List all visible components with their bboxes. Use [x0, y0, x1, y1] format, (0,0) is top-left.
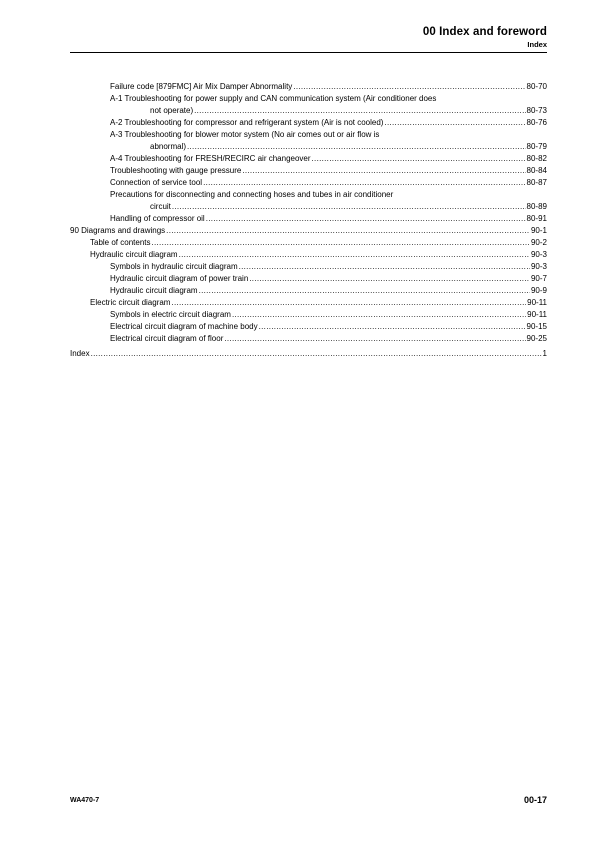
- toc-leader-dots: [232, 309, 526, 321]
- toc-entry[interactable]: [110, 81, 547, 93]
- toc-entry[interactable]: [110, 177, 547, 189]
- toc-entry-page: 90-11: [527, 310, 547, 319]
- toc-entry-title: circuit: [150, 202, 171, 211]
- toc-entry-title: Index: [70, 349, 90, 358]
- toc-entry-page: 80-89: [526, 202, 547, 211]
- toc-entry-page: 90-15: [526, 322, 547, 331]
- toc-entry-page: 90-7: [530, 274, 547, 283]
- toc-leader-dots: [172, 201, 526, 213]
- toc-entry[interactable]: [110, 261, 547, 273]
- toc-entry[interactable]: [150, 201, 547, 213]
- toc-entry-title: Electrical circuit diagram of machine body: [110, 322, 258, 331]
- toc-entry-title: A-4 Troubleshooting for FRESH/RECIRC air changeover: [110, 154, 311, 163]
- toc-entry-title: 90 Diagrams and drawings: [70, 226, 166, 235]
- toc-leader-dots: [224, 333, 525, 345]
- toc-entry-title: not operate): [150, 106, 194, 115]
- toc-entry-title: Table of contents: [90, 238, 151, 247]
- toc-entry-title: A-2 Troubleshooting for compressor and refrigerant system (Air is not cooled): [110, 118, 384, 127]
- toc-entry[interactable]: [90, 249, 547, 261]
- toc-entry[interactable]: [70, 348, 547, 360]
- footer-model: WA470-7: [70, 797, 100, 804]
- toc-entry-title: Electric circuit diagram: [90, 298, 171, 307]
- toc-entry[interactable]: [110, 165, 547, 177]
- toc-entry-page: 90-9: [530, 286, 547, 295]
- toc-leader-dots: [171, 297, 526, 309]
- header-divider: [70, 52, 547, 53]
- toc-entry-title: Handling of compressor oil: [110, 214, 205, 223]
- toc-entry[interactable]: [90, 297, 547, 309]
- toc-entry-page: 80-87: [526, 178, 547, 187]
- toc-entry-title: Troubleshooting with gauge pressure: [110, 166, 242, 175]
- toc-entry[interactable]: [90, 237, 547, 249]
- toc-leader-dots: [179, 249, 530, 261]
- toc-leader-dots: [293, 81, 525, 93]
- toc-entry-title: Connection of service tool: [110, 178, 203, 187]
- toc-entry-page: 80-76: [526, 118, 547, 127]
- toc-entry-page: 80-91: [526, 214, 547, 223]
- toc-entry-title: Precautions for disconnecting and connecting hoses and tubes in air conditioner: [110, 190, 394, 199]
- toc-entry-title: A-1 Troubleshooting for power supply and CAN communication system (Air conditioner does: [110, 94, 437, 103]
- toc-entry-page: 90-3: [530, 262, 547, 271]
- toc-entry-page: 90-25: [526, 334, 547, 343]
- toc-entry[interactable]: [150, 105, 547, 117]
- toc-leader-dots: [203, 177, 525, 189]
- toc-entry[interactable]: [70, 225, 547, 237]
- toc-entry-page: 1: [542, 349, 547, 358]
- toc-leader-dots: [206, 213, 526, 225]
- toc-entry-title: Failure code [879FMC] Air Mix Damper Abnormality: [110, 82, 293, 91]
- toc-entry-title: Symbols in electric circuit diagram: [110, 310, 231, 319]
- section-subtitle: Index: [527, 40, 547, 49]
- toc-entry-page: 80-73: [526, 106, 547, 115]
- toc-leader-dots: [91, 348, 542, 360]
- toc-entry-page: 80-84: [526, 166, 547, 175]
- toc-entry-page: 90-11: [527, 298, 547, 307]
- toc-entry-title: Electrical circuit diagram of floor: [110, 334, 224, 343]
- toc-entry[interactable]: [110, 153, 547, 165]
- toc-leader-dots: [249, 273, 530, 285]
- toc-entry[interactable]: [110, 117, 547, 129]
- toc-entry[interactable]: [110, 309, 547, 321]
- toc-entry-title: Hydraulic circuit diagram of power train: [110, 274, 249, 283]
- section-title: 00 Index and foreword: [422, 26, 547, 38]
- toc-leader-dots: [384, 117, 525, 129]
- toc-entry[interactable]: [110, 285, 547, 297]
- toc-entry-page: 80-82: [526, 154, 547, 163]
- toc-entry[interactable]: [110, 273, 547, 285]
- toc-entry[interactable]: [110, 213, 547, 225]
- toc-leader-dots: [166, 225, 530, 237]
- toc-leader-dots: [199, 285, 530, 297]
- toc-entry-page: 90-1: [530, 226, 547, 235]
- toc-leader-dots: [312, 153, 526, 165]
- toc-entry-title: Symbols in hydraulic circuit diagram: [110, 262, 238, 271]
- toc-leader-dots: [239, 261, 530, 273]
- toc-entry-page: 90-2: [530, 238, 547, 247]
- toc-entry-page: 80-70: [526, 82, 547, 91]
- footer-page-number: 00-17: [523, 795, 547, 805]
- toc-entry[interactable]: [110, 333, 547, 345]
- toc-entry-title: Hydraulic circuit diagram: [90, 250, 178, 259]
- toc-entry-page: 80-79: [526, 142, 547, 151]
- toc-leader-dots: [242, 165, 525, 177]
- toc-entry[interactable]: [150, 141, 547, 153]
- toc-leader-dots: [187, 141, 526, 153]
- toc-entry-title: Hydraulic circuit diagram: [110, 286, 198, 295]
- toc-entry-title: abnormal): [150, 142, 187, 151]
- toc-entry[interactable]: [110, 321, 547, 333]
- toc-leader-dots: [259, 321, 526, 333]
- toc-leader-dots: [151, 237, 530, 249]
- toc-entry-title: A-3 Troubleshooting for blower motor system (No air comes out or air flow is: [110, 130, 380, 139]
- toc-leader-dots: [194, 105, 525, 117]
- toc-entry-page: 90-3: [530, 250, 547, 259]
